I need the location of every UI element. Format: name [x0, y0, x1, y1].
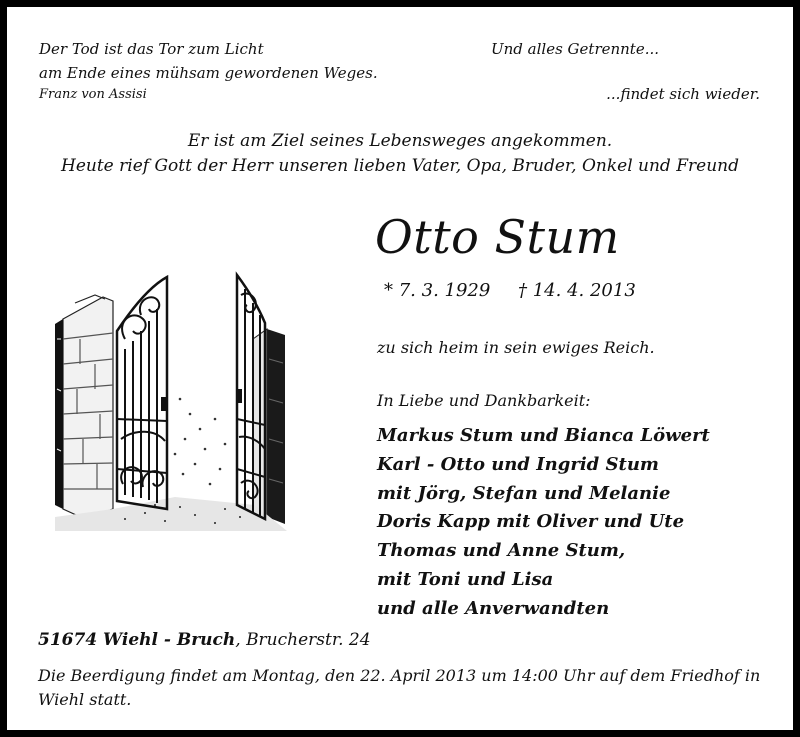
family-member: Markus Stum und Bianca Löwert [377, 425, 710, 446]
family-member: mit Toni und Lisa [377, 568, 554, 590]
deceased-name: Otto Stum [375, 210, 620, 264]
quote-right-line-2: ...findet sich wieder. [606, 85, 760, 103]
family-member: Karl - Otto und Ingrid Stum [377, 453, 659, 475]
family-member: Doris Kapp mit Oliver und Ute [377, 511, 685, 533]
death-date: † 14. 4. 2013 [518, 280, 636, 301]
family-member: mit Jörg, Stefan und Melanie [377, 482, 671, 504]
address-city: 51674 Wiehl - Bruch [38, 630, 236, 650]
intro-line-1: Er ist am Ziel seines Lebensweges angekommen. [187, 131, 613, 151]
quote-right-line-1: Und alles Getrennte... [491, 40, 660, 58]
intro-line-2: Heute rief Gott der Herr unseren lieben Vater, Opa, Bruder, Onkel und Freund [61, 156, 739, 176]
funeral-info: Die Beerdigung findet am Montag, den 22. April 2013 um 14:00 Uhr auf dem Friedhof in Wiehl statt. [38, 666, 761, 709]
quote-left-line-2: am Ende eines mühsam gewordenen Weges. [39, 64, 378, 82]
address-separator: , [235, 630, 247, 650]
family-member: und alle Anverwandten [377, 597, 610, 619]
family-list [377, 422, 710, 624]
family-member: Thomas und Anne Stum, [377, 540, 626, 562]
dank-text: In Liebe und Dankbarkeit: [377, 391, 591, 410]
address [38, 630, 371, 650]
address-street: Brucherstr. 24 [246, 630, 371, 650]
birth-date: * 7. 3. 1929 [384, 280, 491, 301]
quote-left-line-1: Der Tod ist das Tor zum Licht [39, 40, 264, 58]
open-gate-illustration-icon [55, 269, 287, 534]
quote-author: Franz von Assisi [39, 87, 147, 102]
heim-text: zu sich heim in sein ewiges Reich. [377, 338, 655, 357]
